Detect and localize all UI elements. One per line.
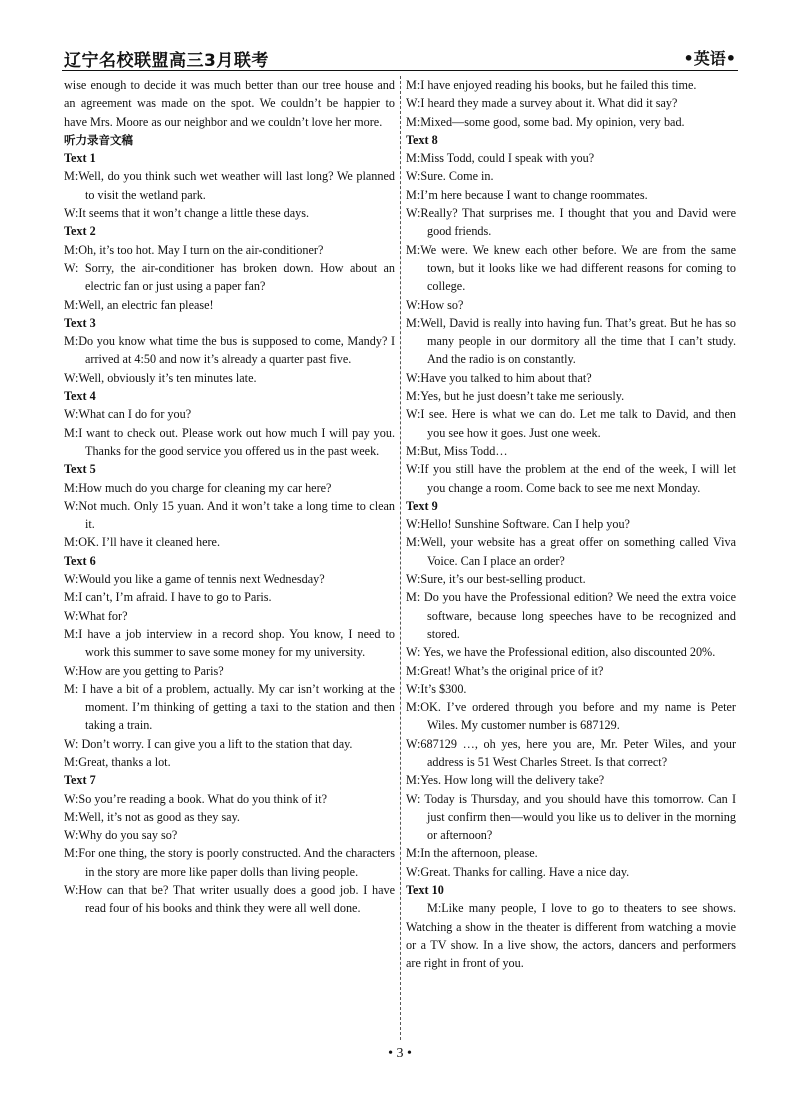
dialogue-line: W:How so? xyxy=(406,297,464,312)
section-title: 听力录音文稿 xyxy=(64,132,133,147)
text-label: Text 5 xyxy=(64,462,96,477)
dialogue-line: W:Why do you say so? xyxy=(64,828,178,843)
text-label: Text 9 xyxy=(406,498,438,513)
passage-paragraph: wise enough to decide it was much better than our tree house and an agreement was made on the spot. We couldn’t be happier to have Mrs. Moore as our neighbor and we couldn’t love her more. xyxy=(64,78,395,129)
dialogue-line: M:Well, it’s not as good as they say. xyxy=(64,809,240,824)
dialogue-line: M:Oh, it’s too hot. May I turn on the air-conditioner? xyxy=(64,242,324,257)
dialogue-line: M:Great, thanks a lot. xyxy=(64,754,171,769)
dialogue-line: W:So you’re reading a book. What do you think of it? xyxy=(64,791,327,806)
dialogue-line: M:For one thing, the story is poorly constructed. And the characters in the story are more like paper dolls than living people. xyxy=(64,846,395,879)
dialogue-line: W: Today is Thursday, and you should have this tomorrow. Can I just confirm then—would you like us to deliver in the morning or afternoon? xyxy=(406,791,736,843)
dialogue-line: M:We were. We knew each other before. We are from the same town, but it looks like we had different reasons for coming to college. xyxy=(406,242,736,294)
dialogue-line: W:Great. Thanks for calling. Have a nice day. xyxy=(406,864,630,879)
dialogue-line: W:How are you getting to Paris? xyxy=(64,663,224,678)
text-label: Text 1 xyxy=(64,151,96,166)
dialogue-line: W:What can I do for you? xyxy=(64,407,192,422)
dialogue-line: M:In the afternoon, please. xyxy=(406,846,538,861)
dialogue-line: W:687129 …, oh yes, here you are, Mr. Peter Wiles, and your address is 51 West Charles Street. Is that correct? xyxy=(406,736,736,769)
page-number: • 3 • xyxy=(388,1046,412,1061)
dialogue-line: M:Do you know what time the bus is supposed to come, Mandy? I arrived at 4:50 and now it’s already a quarter past five. xyxy=(64,334,395,367)
dialogue-line: W:What for? xyxy=(64,608,128,623)
dialogue-line: W:It’s $300. xyxy=(406,681,467,696)
dialogue-line: M:But, Miss Todd… xyxy=(406,443,508,458)
exam-title: 辽宁名校联盟高三3月联考 xyxy=(64,51,269,71)
dialogue-line: W:Really? That surprises me. I thought that you and David were good friends. xyxy=(406,206,736,239)
dialogue-line: M:Well, an electric fan please! xyxy=(64,297,214,312)
dialogue-line: W:If you still have the problem at the end of the week, I will let you change a room. Come back to see me next Monday. xyxy=(406,462,736,495)
text-label: Text 8 xyxy=(406,132,438,147)
dialogue-line: M: Do you have the Professional edition? We need the extra voice software, because long speeches have to be recognized and stored. xyxy=(406,590,736,641)
dialogue-line: M:Miss Todd, could I speak with you? xyxy=(406,151,595,166)
dialogue-line: M:OK. I’ll have it cleaned here. xyxy=(64,535,221,550)
dialogue-line: W:I see. Here is what we can do. Let me talk to David, and then you see how it goes. Just one week. xyxy=(406,407,736,440)
dialogue-line: W:Hello! Sunshine Software. Can I help you? xyxy=(406,517,630,532)
dialogue-line: W:Not much. Only 15 yuan. And it won’t take a long time to clean it. xyxy=(64,498,395,532)
dialogue-line: M:I want to check out. Please work out how much I will pay you. Thanks for the good service you offered us in the past week. xyxy=(64,425,395,458)
dialogue-line: W: Yes, we have the Professional edition, also discounted 20%. xyxy=(406,645,716,660)
text-label: Text 4 xyxy=(64,389,96,404)
dialogue-line: M:Great! What’s the original price of it? xyxy=(406,663,604,678)
dialogue-line: W: Don’t worry. I can give you a lift to the station that day. xyxy=(64,736,353,751)
subject-label: •英语• xyxy=(683,49,736,68)
dialogue-line: M:OK. I’ve ordered through you before and my name is Peter Wiles. My customer number is 687129. xyxy=(406,700,736,733)
dialogue-line: W:Would you like a game of tennis next Wednesday? xyxy=(64,572,325,587)
dialogue-line: M:Well, your website has a great offer on something called Viva Voice. Can I place an order? xyxy=(406,535,736,568)
dialogue-line: M:Mixed—some good, some bad. My opinion, very bad. xyxy=(406,114,685,129)
page-header xyxy=(62,40,738,71)
dialogue-line: M:Well, David is really into having fun. That’s great. But he has so many people in our dormitory all the time that I can’t study. And the radio is on constantly. xyxy=(406,315,736,367)
text-label: Text 2 xyxy=(64,224,96,239)
dialogue-line: M:Yes. How long will the delivery take? xyxy=(406,773,605,788)
dialogue-line: W:Sure, it’s our best-selling product. xyxy=(406,572,586,587)
text-label: Text 3 xyxy=(64,315,96,330)
dialogue-line: W:I heard they made a survey about it. What did it say? xyxy=(406,96,678,111)
text-label: Text 7 xyxy=(64,773,96,788)
dialogue-line: W:Well, obviously it’s ten minutes late. xyxy=(64,370,257,385)
dialogue-line: W:It seems that it won’t change a little these days. xyxy=(64,206,310,221)
text-label: Text 10 xyxy=(406,883,444,898)
dialogue-line: M:Well, do you think such wet weather will last long? We planned to visit the wetland park. xyxy=(64,169,395,202)
dialogue-line: W:Sure. Come in. xyxy=(406,169,494,184)
text-label: Text 6 xyxy=(64,553,96,568)
monologue-paragraph: M:Like many people, I love to go to theaters to see shows. Watching a show in the theater is different from watching a movie or a TV show. In a live show, the actors, dancers and performers are right in front of you. xyxy=(406,901,736,971)
dialogue-line: M:I can’t, I’m afraid. I have to go to Paris. xyxy=(64,590,272,605)
left-column xyxy=(64,76,395,918)
dialogue-line: M:I have enjoyed reading his books, but he failed this time. xyxy=(406,78,697,92)
dialogue-line: W:Have you talked to him about that? xyxy=(406,370,592,385)
dialogue-line: M:I’m here because I want to change roommates. xyxy=(406,187,648,202)
dialogue-line: W:How can that be? That writer usually does a good job. I have read four of his books and think they were all well done. xyxy=(64,883,395,916)
dialogue-line: W: Sorry, the air-conditioner has broken down. How about an electric fan or just using a paper fan? xyxy=(64,260,395,294)
dialogue-line: M:Yes, but he just doesn’t take me seriously. xyxy=(406,389,625,404)
dialogue-line: M: I have a bit of a problem, actually. My car isn’t working at the moment. I’m thinking of getting a taxi to the station and then taking a train. xyxy=(64,681,395,733)
right-column xyxy=(406,76,736,973)
dialogue-line: M:I have a job interview in a record shop. You know, I need to work this summer to save some money for my university. xyxy=(64,626,395,660)
column-divider xyxy=(400,76,401,1040)
dialogue-line: M:How much do you charge for cleaning my car here? xyxy=(64,480,332,495)
